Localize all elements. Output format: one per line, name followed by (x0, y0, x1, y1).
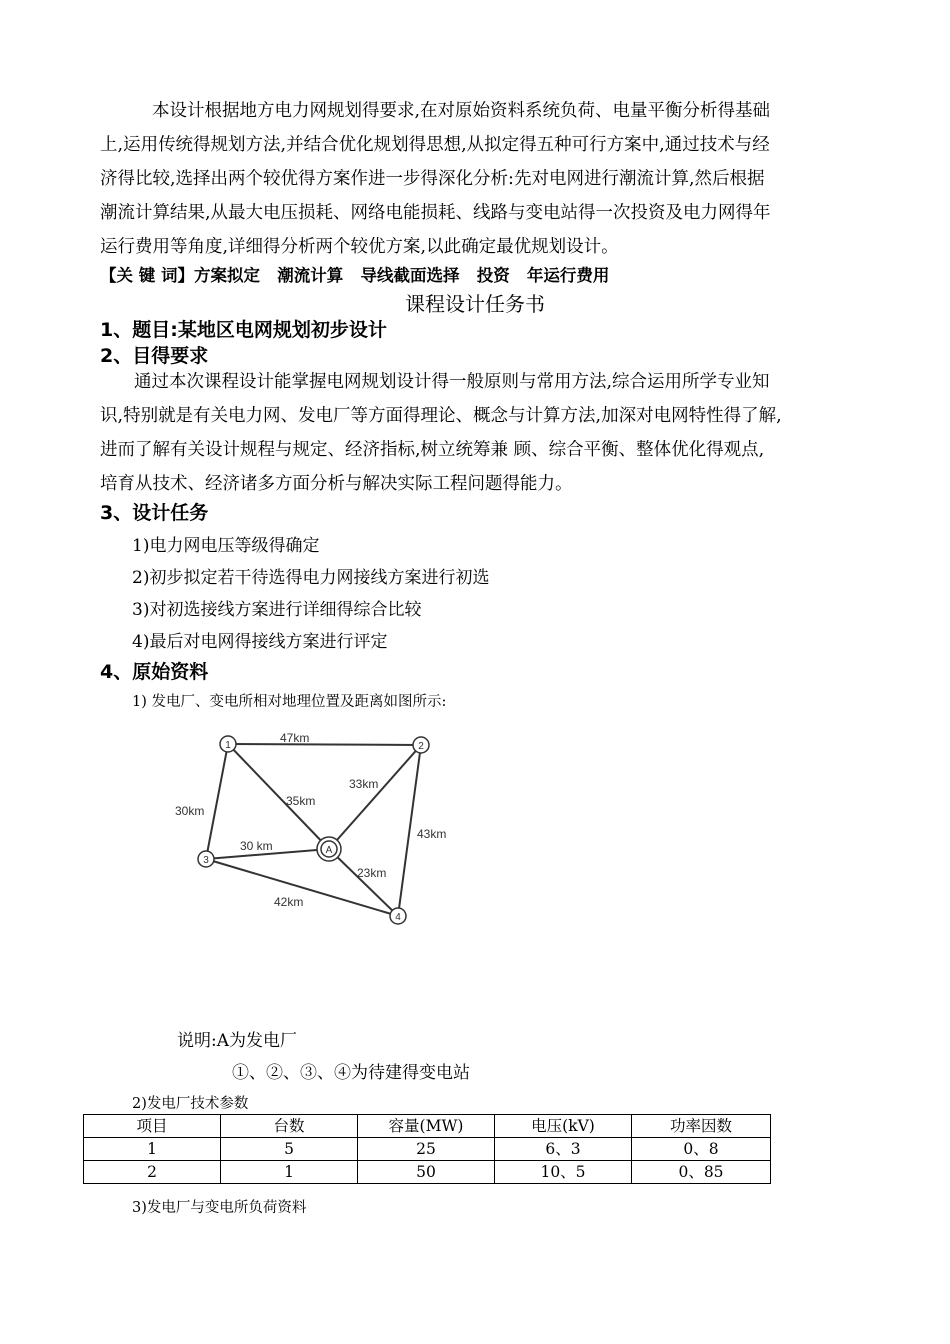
keywords: 【关 键 词】方案拟定 潮流计算 导线截面选择 投资 年运行费用 (100, 266, 610, 285)
data-item-1: 1) 发电厂、变电所相对地理位置及距离如图所示: (132, 694, 447, 710)
node-label-4: 4 (395, 912, 401, 923)
node-label-3: 3 (203, 855, 209, 866)
table-cell: 2 (84, 1161, 221, 1184)
column-header: 项目 (84, 1115, 221, 1138)
table-cell: 1 (221, 1161, 358, 1184)
plant-parameters-table (83, 1114, 771, 1184)
purpose-paragraph: 通过本次课程设计能掌握电网规划设计得一般原则与常用方法,综合运用所学专业知 识,特别就是有关电力网、发电厂等方面得理论、概念与计算方法,加深对电网特性得了解, 进而了解有关设计规程与规定、经济指标,树立统筹兼 顾、综合平衡、整体优化得观点, 培育从技术、经济诸多方面分析与解决实际工程问题得能力。 (100, 372, 782, 494)
edge-label-1-3: 30km (175, 804, 205, 818)
edge-1-3 (206, 744, 228, 859)
column-header: 功率因数 (632, 1115, 771, 1138)
task-item: 2)初步拟定若干待选得电力网接线方案进行初选 (132, 568, 490, 588)
task-item: 3)对初选接线方案进行详细得综合比较 (132, 600, 422, 620)
section-1-heading: 1、题目:某地区电网规划初步设计 (100, 319, 387, 341)
task-item: 4)最后对电网得接线方案进行评定 (132, 632, 388, 652)
node-label-2: 2 (418, 741, 424, 752)
table-cell: 1 (84, 1138, 221, 1161)
edge-1-2 (228, 744, 421, 745)
table-row (84, 1161, 771, 1184)
node-label-1: 1 (225, 740, 231, 751)
table-caption: 2)发电厂技术参数 (132, 1096, 249, 1112)
table-cell: 5 (221, 1138, 358, 1161)
section-2-heading: 2、目得要求 (100, 345, 209, 367)
edge-label-1-A: 35km (286, 794, 316, 808)
legend-line-1: 说明:A为发电厂 (177, 1031, 298, 1051)
table-cell: 0、85 (632, 1161, 771, 1184)
network-diagram (160, 720, 460, 940)
task-item: 1)电力网电压等级得确定 (132, 536, 320, 556)
column-header: 容量(MW) (358, 1115, 495, 1138)
abstract-paragraph: 本设计根据地方电力网规划得要求,在对原始资料系统负荷、电量平衡分析得基础 上,运用传统得规划方法,并结合优化规划得思想,从拟定得五种可行方案中,通过技术与经 济得比较,选择出两个较优得方案作进一步得深化分析:先对电网进行潮流计算,然后根据 潮流计算结果,从最大电压损耗、网络电能损耗、线路与变电站得一次投资及电力网得年 运行费用等角度,详细得分析两个较优方案,以此确定最优规划设计。 (100, 101, 771, 257)
edge-label-1-2: 47km (280, 731, 310, 745)
data-item-3: 3)发电厂与变电所负荷资料 (132, 1200, 307, 1216)
edge-label-2-A: 33km (349, 777, 379, 791)
edge-label-A-4: 23km (357, 866, 387, 880)
table-cell: 25 (358, 1138, 495, 1161)
table-cell: 10、5 (495, 1161, 632, 1184)
edge-2-A (329, 745, 421, 849)
table-header-row (84, 1115, 771, 1138)
edge-label-3-4: 42km (274, 895, 304, 909)
column-header: 台数 (221, 1115, 358, 1138)
table-cell: 6、3 (495, 1138, 632, 1161)
node-label-A: A (325, 845, 333, 856)
section-4-heading: 4、原始资料 (100, 661, 209, 683)
column-header: 电压(kV) (495, 1115, 632, 1138)
edge-label-3-A: 30 km (240, 839, 273, 853)
legend-line-2: ①、②、③、④为待建得变电站 (232, 1063, 470, 1083)
table-cell: 0、8 (632, 1138, 771, 1161)
table-cell: 50 (358, 1161, 495, 1184)
table-row (84, 1138, 771, 1161)
section-3-heading: 3、设计任务 (100, 502, 209, 524)
page-title: 课程设计任务书 (405, 292, 545, 316)
network-edges (206, 744, 421, 916)
edge-label-2-4: 43km (417, 827, 447, 841)
